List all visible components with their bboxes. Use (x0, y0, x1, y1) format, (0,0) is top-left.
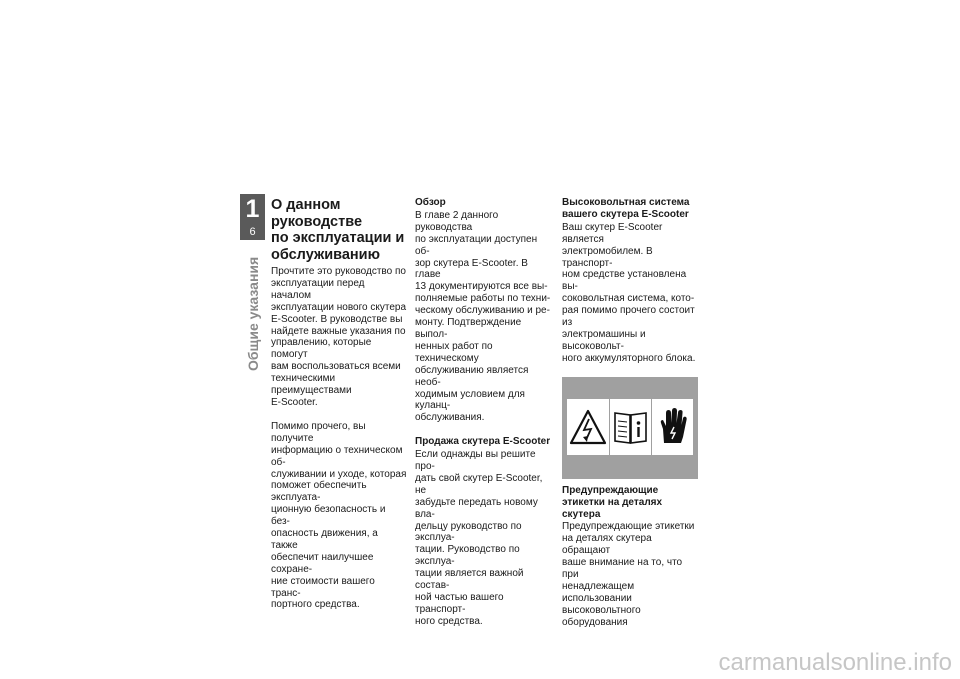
hand-protection-icon (652, 399, 693, 455)
overview-heading: Обзор (415, 197, 446, 208)
paragraph-intro: Прочтите это руководство по эксплуатации перед началом эксплуатации нового скутера E-Scooter. В руководстве вы найдете важные указания по управлению, которые помогут вам воспользоваться всеми техническими преимуществами E-Scooter. (271, 266, 407, 408)
warning-label (567, 399, 693, 455)
section-heading: О данном руководстве по эксплуатации и обслуживанию (271, 197, 405, 263)
high-voltage-warning-icon (567, 399, 610, 455)
paragraph-warning-labels: Предупреждающие этикетки на деталях скутера обращают ваше внимание на то, что при ненадлежащем использовании высоковольтного оборудования (562, 521, 695, 628)
chapter-number: 1 (245, 195, 260, 223)
paragraph-overview: В главе 2 данного руководства по эксплуатации доступен об- зор скутера E-Scooter. В главе 13 документируются все вы- полняемые работы по техни- ческому обслуживанию и ре- монту. Подтверждение выпол- ненных работ по техническому обслуживанию является необ- ходимым условием для куланц- обслуживания. (415, 209, 551, 424)
page-number: 6 (249, 226, 256, 238)
watermark: carmanualsonline.info (718, 649, 952, 676)
paragraph-sale: Если однажды вы решите про- дать свой скутер E-Scooter, не забудьте передать новому вла- дельцу руководство по эксплуа- тации. Руководство по эксплуа- тации является важной состав- ной частью вашего транспорт- ного средства. (415, 449, 543, 627)
column-2 (415, 197, 551, 640)
high-voltage-heading: Высоковольтная система вашего скутера E-Scooter (562, 197, 690, 220)
warning-label-image (562, 377, 698, 479)
paragraph-info: Помимо прочего, вы получите информацию о техническом об- служивании и уходе, которая поможет обеспечить эксплуата- ционную безопасность и без- опасность движения, а также обеспечит наилучшее сохране- ние стоимости вашего транс- портного средства. (271, 420, 407, 611)
column-1 (271, 197, 407, 623)
read-manual-icon (610, 399, 652, 455)
paragraph-high-voltage: Ваш скутер E-Scooter является электромобилем. В транспорт- ном средстве установлена вы- соковольтная система, кото- рая помимо прочего состоит из электромашины и высоковольт- ного аккумуляторного блока. (562, 221, 696, 364)
column-3 (562, 197, 698, 641)
sale-heading: Продажа скутера E-Scooter (415, 436, 551, 448)
side-section-title: Общие указания (245, 256, 261, 371)
warning-labels-heading: Предупреждающие этикетки на деталях скутера (562, 484, 663, 520)
